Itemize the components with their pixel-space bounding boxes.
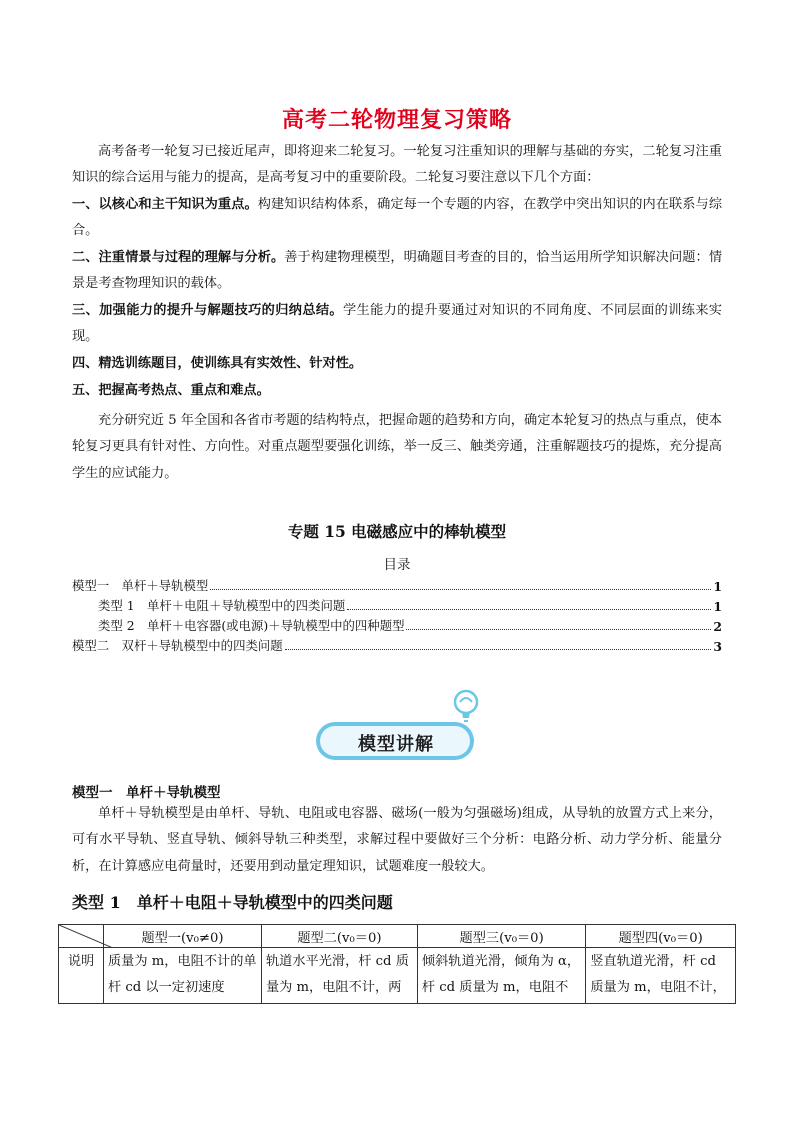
table-cell: 质量为 m，电阻不计的单杆 cd 以一定初速度 (104, 948, 262, 1004)
topic-subtitle: 专题 15 电磁感应中的棒轨模型 (287, 522, 507, 541)
toc-entry-page: 1 (713, 599, 722, 614)
page-title: 高考二轮物理复习策略 (281, 108, 512, 133)
table-header-cell: 题型二(v₀＝0) (261, 925, 417, 948)
toc-leader (210, 589, 711, 590)
point-4 (72, 351, 722, 377)
diagonal-line-icon (59, 925, 113, 948)
banner-label: 模型讲解 (358, 734, 434, 755)
toc-entry-label: 类型 1 单杆＋电阻＋导轨模型中的四类问题 (98, 598, 346, 613)
toc-entry-label: 类型 2 单杆＋电容器(或电源)＋导轨模型中的四种题型 (98, 618, 405, 633)
table-header-cell: 题型三(v₀＝0) (417, 925, 585, 948)
point-3-text: 学生能力的提升要通过对知识的不同角度、不同层面的训练来实现。 (72, 303, 722, 345)
point-5 (72, 378, 722, 404)
point-3 (72, 298, 722, 351)
toc-entry[interactable] (98, 594, 722, 614)
toc-leader (285, 649, 712, 650)
toc-leader (347, 609, 711, 610)
toc-title: 目录 (383, 557, 411, 573)
toc-leader (406, 629, 711, 630)
table-header-cell: 题型一(v₀≠0) (104, 925, 262, 948)
toc-entry[interactable] (72, 574, 722, 594)
problem-type-table (58, 924, 736, 1004)
toc-entry[interactable] (72, 634, 722, 654)
point-1-text: 构建知识结构体系，确定每一个专题的内容，在教学中突出知识的内在联系与综合。 (72, 197, 723, 239)
point-2 (72, 245, 722, 298)
toc-entry-page: 3 (713, 639, 722, 654)
toc-entry-label: 模型一 单杆＋导轨模型 (72, 578, 209, 593)
toc-entry-label: 模型二 双杆＋导轨模型中的四类问题 (72, 638, 283, 653)
table-cell: 竖直轨道光滑，杆 cd 质量为 m，电阻不计， (586, 948, 736, 1004)
model-1-body: 单杆＋导轨模型是由单杆、导轨、电阻或电容器、磁场(一般为匀强磁场)组成，从导轨的放置方式上来分，可有水平导轨、竖直导轨、倾斜导轨三种类型，求解过程中要做好三个分析：电路分析、动力学分析、能量分析，在计算感应电荷量时，还要用到动量定理知识，试题难度一般较大。 (72, 806, 722, 874)
point-2-bold: 二、注重情景与过程的理解与分析。 (72, 250, 285, 265)
table-row (59, 948, 736, 1004)
point-5-bold: 五、把握高考热点、重点和难点。 (72, 383, 270, 398)
table-header-row (59, 925, 736, 948)
point-1-bold: 一、以核心和主干知识为重点。 (72, 197, 258, 212)
table-cell: 轨道水平光滑，杆 cd 质量为 m，电阻不计，两 (261, 948, 417, 1004)
toc-entry-page: 2 (713, 619, 722, 634)
diagonal-corner-cell (59, 925, 104, 948)
model-1-heading: 模型一 单杆＋导轨模型 (72, 785, 221, 801)
table-header-cell: 题型四(v₀＝0) (586, 925, 736, 948)
point-3-bold: 三、加强能力的提升与解题技巧的归纳总结。 (72, 303, 343, 318)
intro-paragraph: 高考备考一轮复习已接近尾声，即将迎来二轮复习。一轮复习注重知识的理解与基础的夯实，二轮复习注重知识的综合运用与能力的提高，是高考复习中的重要阶段。二轮复习要注意以下几个方面： (72, 144, 722, 186)
point-2-text: 善于构建物理模型，明确题目考查的目的，恰当运用所学知识解决问题：情景是考查物理知识的载体。 (72, 250, 723, 292)
row-label-cell: 说明 (59, 948, 104, 1004)
lightbulb-icon (450, 688, 482, 728)
type-1-heading: 类型 1 单杆＋电阻＋导轨模型中的四类问题 (72, 893, 393, 912)
closing-paragraph: 充分研究近 5 年全国和各省市考题的结构特点，把握命题的趋势和方向，确定本轮复习的热点与重点，使本轮复习更具有针对性、方向性。对重点题型要强化训练，举一反三、触类旁通，注重解题技巧的提炼，充分提高学生的应试能力。 (72, 413, 722, 481)
toc-entry[interactable] (98, 614, 722, 634)
table-cell: 倾斜轨道光滑，倾角为 α，杆 cd 质量为 m，电阻不 (417, 948, 585, 1004)
toc-entry-page: 1 (713, 579, 722, 594)
section-banner (316, 716, 476, 764)
point-1 (72, 192, 722, 245)
point-4-bold: 四、精选训练题目，使训练具有实效性、针对性。 (72, 356, 363, 371)
